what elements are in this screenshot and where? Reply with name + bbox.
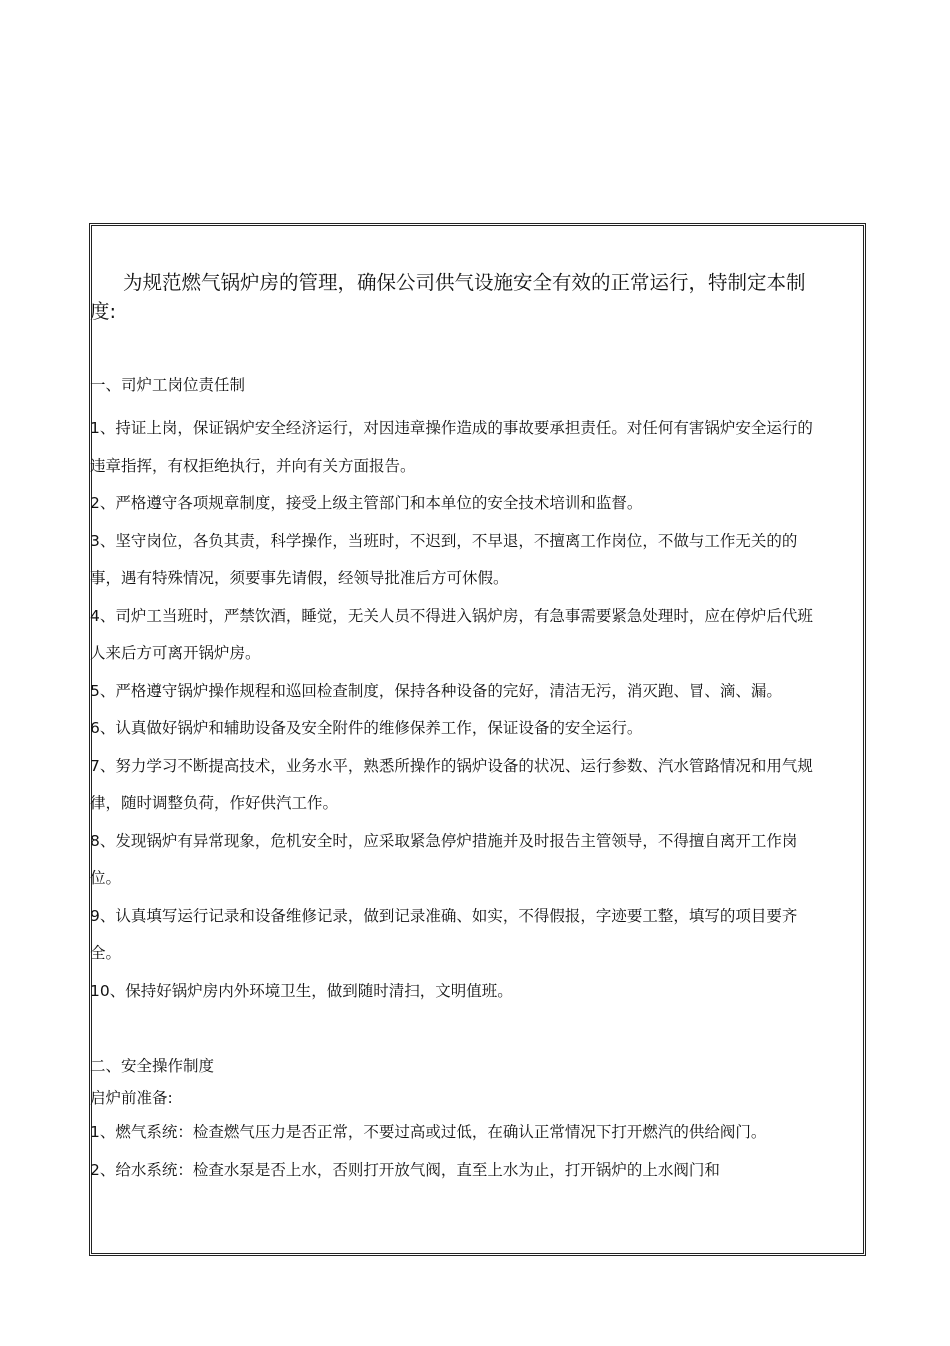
list-item: 2、严格遵守各项规章制度，接受上级主管部门和本单位的安全技术培训和监督。: [90, 494, 643, 512]
list-item: 6、认真做好锅炉和辅助设备及安全附件的维修保养工作，保证设备的安全运行。: [90, 719, 643, 737]
section-2-sublabel: 启炉前准备:: [90, 1089, 173, 1107]
list-item: 5、严格遵守锅炉操作规程和巡回检查制度，保持各种设备的完好，清洁无污，消灭跑、冒、滴、漏。: [90, 681, 782, 700]
list-item: 2、给水系统：检查水泵是否上水，否则打开放气阀，直至上水为止，打开锅炉的上水阀门和: [90, 1160, 720, 1179]
document-content: [90, 268, 816, 1189]
list-item: 3、坚守岗位，各负其责，科学操作，当班时，不迟到，不早退，不擅离工作岗位，不做与工作无关的的事，遇有特殊情况，须要事先请假，经领导批准后方可休假。: [90, 531, 798, 587]
section-2-title: 二、安全操作制度: [90, 1057, 215, 1075]
section-2-list: [90, 1114, 816, 1189]
list-item: 7、努力学习不断提高技术，业务水平，熟悉所操作的锅炉设备的状况、运行参数、汽水管路情况和用气规律，随时调整负荷，作好供汽工作。: [90, 756, 813, 812]
list-item: 4、司炉工当班时，严禁饮酒，睡觉，无关人员不得进入锅炉房，有急事需要紧急处理时，应在停炉后代班人来后方可离开锅炉房。: [90, 606, 813, 662]
list-item: 8、发现锅炉有异常现象，危机安全时，应采取紧急停炉措施并及时报告主管领导，不得擅自离开工作岗位。: [90, 831, 798, 887]
list-item: 9、认真填写运行记录和设备维修记录，做到记录准确、如实，不得假报，字迹要工整，填写的项目要齐全。: [90, 906, 798, 962]
list-item: 1、持证上岗，保证锅炉安全经济运行，对因违章操作造成的事故要承担责任。对任何有害锅炉安全运行的违章指挥，有权拒绝执行，并向有关方面报告。: [90, 419, 813, 475]
list-item: 10、保持好锅炉房内外环境卫生，做到随时清扫，文明值班。: [90, 981, 513, 1000]
intro-paragraph: 为规范燃气锅炉房的管理，确保公司供气设施安全有效的正常运行，特制定本制度:: [90, 271, 806, 323]
section-1-list: [90, 410, 816, 1010]
section-1-title: 一、司炉工岗位责任制: [90, 376, 246, 394]
list-item: 1、燃气系统：检查燃气压力是否正常，不要过高或过低，在确认正常情况下打开燃汽的供给阀门。: [90, 1123, 767, 1141]
